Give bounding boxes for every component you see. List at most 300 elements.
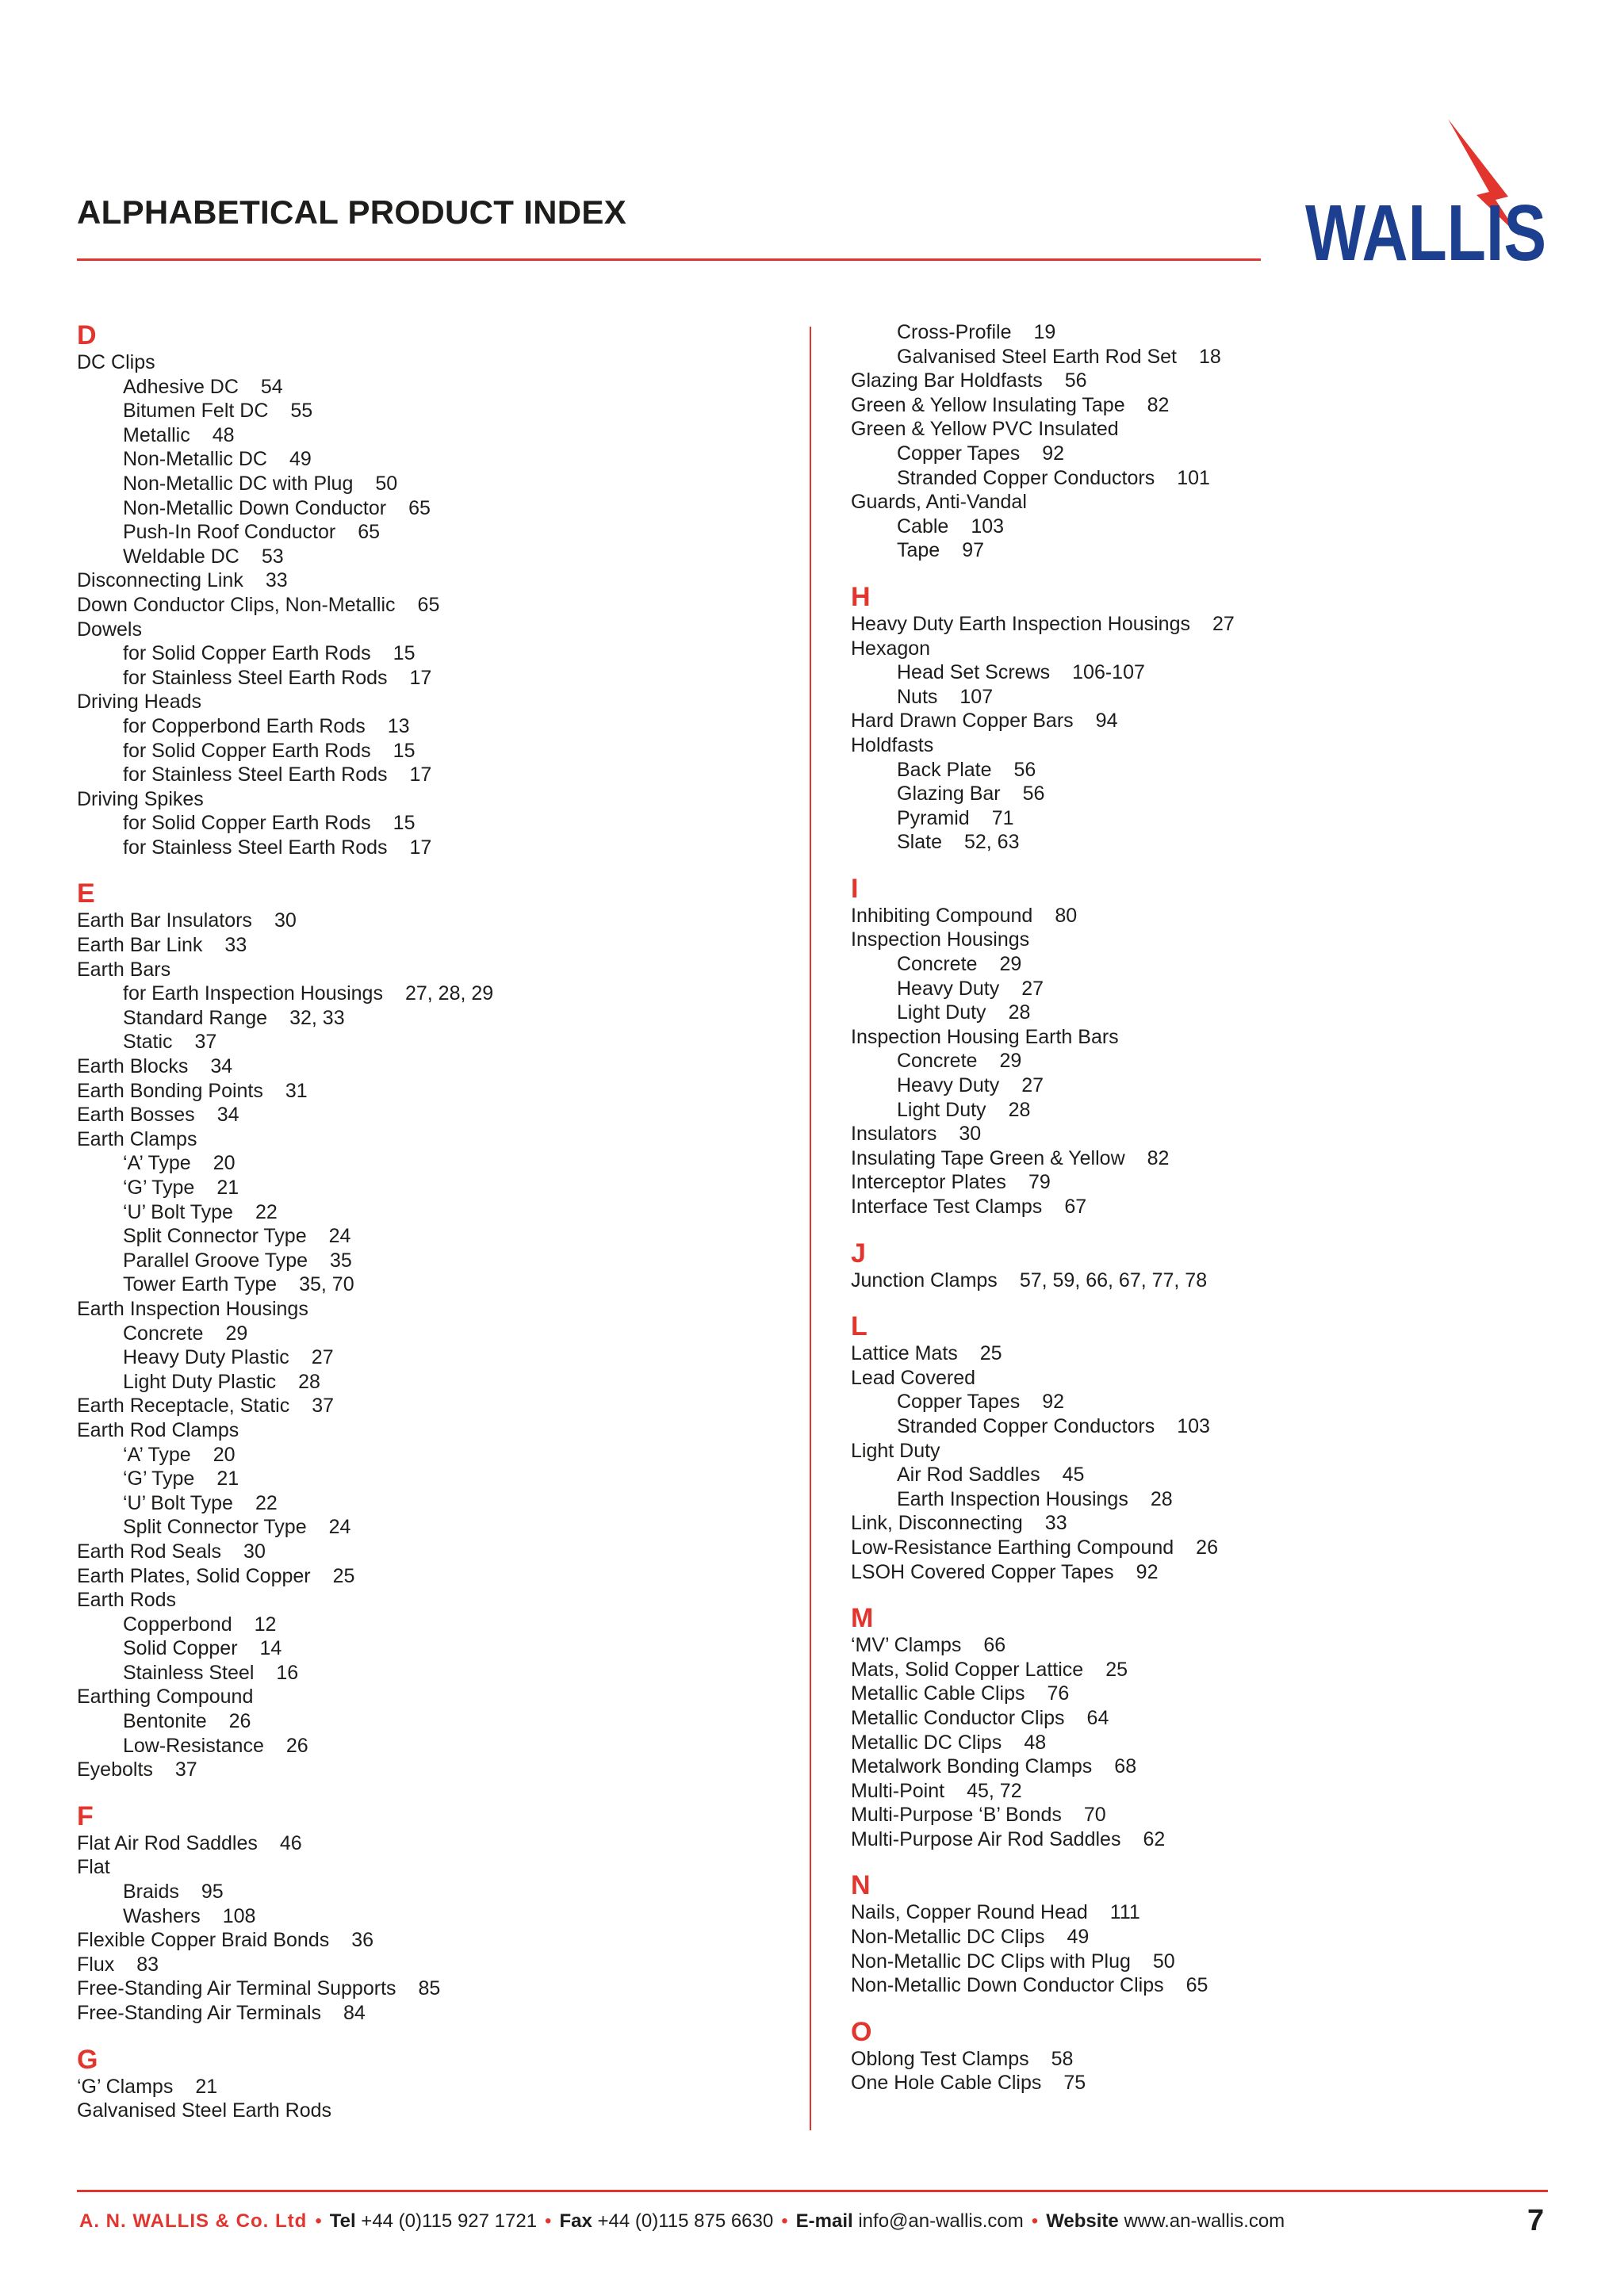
entry-label: ‘G’ Type	[123, 1468, 195, 1490]
index-entry	[77, 1831, 791, 1856]
index-entry	[851, 1195, 1596, 1219]
index-entry	[77, 593, 791, 618]
entry-label: Non-Metallic DC Clips with Plug	[851, 1950, 1131, 1973]
index-entry	[77, 1394, 791, 1418]
entry-page-numbers: 84	[343, 2002, 366, 2024]
entry-page-numbers: 80	[1055, 904, 1078, 927]
entry-page-numbers: 48	[212, 423, 235, 446]
index-entry	[851, 1146, 1596, 1171]
footer-separator: •	[781, 2210, 788, 2232]
index-subentry	[851, 442, 1596, 466]
entry-page-numbers: 65	[408, 496, 431, 519]
entry-page-numbers: 58	[1051, 2047, 1074, 2070]
index-entry	[77, 787, 791, 812]
section-letter: D	[77, 320, 97, 350]
entry-page-numbers: 32, 33	[289, 1006, 345, 1029]
entry-page-numbers: 54	[260, 375, 283, 398]
entry-page-numbers: 83	[136, 1953, 159, 1976]
entry-label: ‘A’ Type	[123, 1443, 191, 1466]
entry-label: for Copperbond Earth Rods	[123, 714, 366, 737]
entry-label: for Stainless Steel Earth Rods	[123, 666, 388, 689]
entry-page-numbers: 30	[274, 909, 297, 932]
index-subentry	[77, 1200, 791, 1225]
entry-label: Low-Resistance	[123, 1734, 264, 1757]
entry-label: Copper Tapes	[897, 1391, 1021, 1414]
entry-page-numbers: 37	[312, 1395, 335, 1418]
entry-label: Metalwork Bonding Clamps	[851, 1755, 1093, 1778]
index-entry	[851, 1536, 1596, 1560]
entry-page-numbers: 17	[409, 763, 432, 786]
index-subentry	[77, 714, 791, 739]
footer-fax: +44 (0)115 875 6630	[597, 2210, 774, 2232]
index-subentry	[77, 641, 791, 666]
entry-label: Tape	[897, 539, 940, 562]
entry-label: Holdfasts	[851, 733, 934, 756]
index-column-left	[77, 320, 791, 2123]
index-subentry	[77, 1613, 791, 1637]
entry-page-numbers: 62	[1143, 1827, 1166, 1850]
section-letter: H	[851, 581, 871, 612]
index-entry	[77, 2075, 791, 2099]
entry-page-numbers: 22	[255, 1200, 278, 1223]
index-entry	[77, 2001, 791, 2026]
entry-label: Free-Standing Air Terminal Supports	[77, 1977, 396, 2000]
entry-label: Mats, Solid Copper Lattice	[851, 1658, 1084, 1681]
index-subentry	[77, 1370, 791, 1395]
entry-label: Lead Covered	[851, 1366, 976, 1389]
entry-label: Driving Spikes	[77, 787, 204, 810]
entry-page-numbers: 57, 59, 66, 67, 77, 78	[1019, 1269, 1208, 1292]
entry-page-numbers: 28	[298, 1370, 320, 1393]
entry-label: DC Clips	[77, 351, 155, 373]
entry-label: Braids	[123, 1881, 179, 1904]
entry-page-numbers: 17	[409, 666, 432, 689]
entry-label: Nails, Copper Round Head	[851, 1901, 1088, 1924]
index-subentry	[77, 1491, 791, 1516]
entry-label: for Stainless Steel Earth Rods	[123, 763, 388, 786]
entry-label: One Hole Cable Clips	[851, 2072, 1042, 2095]
entry-label: Stainless Steel	[123, 1661, 255, 1684]
entry-page-numbers: 29	[999, 953, 1022, 976]
entry-page-numbers: 19	[1033, 321, 1056, 343]
index-entry	[851, 1779, 1596, 1804]
index-subentry	[77, 739, 791, 763]
entry-page-numbers: 14	[259, 1637, 282, 1660]
entry-label: Standard Range	[123, 1006, 268, 1029]
index-entry	[851, 1803, 1596, 1827]
index-entry	[851, 1122, 1596, 1146]
entry-page-numbers: 18	[1198, 345, 1221, 368]
entry-page-numbers: 26	[285, 1734, 308, 1757]
entry-label: Dowels	[77, 618, 142, 641]
entry-label: Multi-Purpose Air Rod Saddles	[851, 1827, 1121, 1850]
entry-page-numbers: 49	[1067, 1926, 1090, 1949]
index-entry	[77, 1953, 791, 1977]
index-entry	[77, 1855, 791, 1880]
index-subentry	[77, 399, 791, 423]
index-entry	[77, 618, 791, 642]
footer-email-link[interactable]: info@an-wallis.com	[858, 2210, 1024, 2232]
entry-page-numbers: 50	[375, 472, 398, 495]
entry-page-numbers: 20	[213, 1443, 236, 1466]
footer-separator: •	[1031, 2210, 1039, 2232]
entry-page-numbers: 35, 70	[299, 1273, 354, 1296]
entry-label: Earth Inspection Housings	[77, 1297, 308, 1320]
entry-page-numbers: 66	[983, 1634, 1006, 1657]
index-entry	[851, 1269, 1596, 1293]
index-entry	[77, 958, 791, 982]
footer-contact	[79, 2210, 1285, 2233]
entry-page-numbers: 106-107	[1072, 661, 1145, 684]
index-entry	[851, 733, 1596, 758]
index-entry	[77, 909, 791, 933]
entry-label: Metallic DC Clips	[851, 1731, 1002, 1754]
entry-page-numbers: 33	[1044, 1512, 1067, 1535]
entry-label: Link, Disconnecting	[851, 1512, 1023, 1535]
footer-website-link[interactable]: www.an-wallis.com	[1124, 2210, 1285, 2232]
entry-label: Stranded Copper Conductors	[897, 1414, 1155, 1437]
index-subentry	[77, 1249, 791, 1273]
entry-page-numbers: 13	[387, 714, 410, 737]
entry-label: Light Duty	[897, 1001, 986, 1024]
entry-page-numbers: 94	[1095, 710, 1118, 733]
index-entry	[851, 1170, 1596, 1195]
entry-label: Pyramid	[897, 806, 970, 829]
entry-label: Earth Receptacle, Static	[77, 1395, 290, 1418]
entry-page-numbers: 33	[265, 569, 288, 592]
index-subentry	[851, 1414, 1596, 1439]
index-entry	[851, 1658, 1596, 1682]
entry-label: Metallic Cable Clips	[851, 1682, 1025, 1705]
entry-label: Glazing Bar Holdfasts	[851, 369, 1043, 392]
footer-company: A. N. WALLIS & Co. Ltd	[79, 2210, 308, 2232]
index-entry	[851, 2071, 1596, 2095]
section-letter: G	[77, 2044, 98, 2075]
page-number: 7	[1527, 2204, 1545, 2237]
index-subentry	[77, 811, 791, 836]
index-entry	[77, 1976, 791, 2001]
entry-label: for Solid Copper Earth Rods	[123, 739, 371, 762]
entry-page-numbers: 33	[224, 934, 247, 957]
index-entry	[851, 1025, 1596, 1050]
entry-label: Green & Yellow PVC Insulated	[851, 418, 1119, 441]
index-subentry	[77, 982, 791, 1006]
entry-label: Concrete	[897, 1050, 978, 1073]
entry-label: Air Rod Saddles	[897, 1464, 1040, 1487]
entry-label: ‘G’ Clamps	[77, 2075, 174, 2098]
index-subentry	[851, 1098, 1596, 1123]
entry-page-numbers: 12	[254, 1613, 277, 1636]
entry-page-numbers: 21	[216, 1468, 239, 1490]
index-entry	[77, 1928, 791, 1953]
entry-label: Down Conductor Clips, Non-Metallic	[77, 593, 396, 616]
entry-page-numbers: 85	[418, 1977, 441, 2000]
index-entry	[77, 1418, 791, 1443]
entry-label: Galvanised Steel Earth Rods	[77, 2099, 332, 2122]
entry-page-numbers: 24	[328, 1516, 351, 1539]
entry-label: for Stainless Steel Earth Rods	[123, 836, 388, 859]
index-subentry	[77, 1709, 791, 1734]
index-entry	[851, 369, 1596, 393]
entry-page-numbers: 27	[1212, 612, 1235, 635]
entry-label: Non-Metallic Down Conductor	[123, 496, 387, 519]
entry-page-numbers: 21	[216, 1177, 239, 1199]
index-entry	[851, 1925, 1596, 1950]
entry-page-numbers: 65	[1185, 1974, 1208, 1997]
entry-label: Earth Clamps	[77, 1127, 197, 1150]
index-subentry	[77, 1443, 791, 1468]
entry-label: Flat	[77, 1856, 110, 1879]
footer-fax-label: Fax	[559, 2210, 592, 2232]
index-entry	[77, 1564, 791, 1589]
index-entry	[77, 933, 791, 958]
entry-label: Solid Copper	[123, 1637, 238, 1660]
entry-page-numbers: 111	[1109, 1901, 1140, 1924]
index-entry	[851, 904, 1596, 928]
entry-page-numbers: 28	[1150, 1487, 1173, 1510]
entry-page-numbers: 65	[417, 593, 440, 616]
entry-label: Earth Bonding Points	[77, 1079, 263, 1102]
entry-label: Inspection Housings	[851, 928, 1030, 951]
index-subentry	[851, 466, 1596, 491]
index-entry	[77, 1103, 791, 1127]
entry-label: Green & Yellow Insulating Tape	[851, 393, 1125, 416]
index-subentry	[851, 320, 1596, 345]
index-entry	[851, 1731, 1596, 1755]
index-subentry	[851, 1390, 1596, 1414]
index-entry	[851, 709, 1596, 733]
index-entry	[77, 690, 791, 714]
index-entry	[851, 1950, 1596, 1974]
index-entry	[851, 1900, 1596, 1925]
index-subentry	[77, 423, 791, 448]
index-entry	[851, 417, 1596, 442]
index-subentry	[77, 1224, 791, 1249]
entry-page-numbers: 24	[328, 1225, 351, 1248]
entry-page-numbers: 56	[1064, 369, 1087, 392]
entry-label: Split Connector Type	[123, 1516, 307, 1539]
index-entry	[77, 1685, 791, 1709]
entry-label: for Earth Inspection Housings	[123, 982, 383, 1005]
entry-page-numbers: 27	[1021, 977, 1044, 1000]
index-entry	[851, 490, 1596, 515]
entry-page-numbers: 29	[225, 1322, 248, 1345]
entry-label: Inhibiting Compound	[851, 904, 1033, 927]
entry-label: Low-Resistance Earthing Compound	[851, 1536, 1174, 1559]
index-entry	[851, 1706, 1596, 1731]
entry-label: Glazing Bar	[897, 783, 1001, 806]
entry-label: Cable	[897, 515, 949, 538]
index-subentry	[77, 1030, 791, 1054]
entry-page-numbers: 108	[222, 1904, 256, 1927]
entry-label: LSOH Covered Copper Tapes	[851, 1560, 1114, 1583]
index-entry	[851, 928, 1596, 952]
entry-label: Free-Standing Air Terminals	[77, 2002, 322, 2024]
entry-label: Light Duty	[897, 1098, 986, 1121]
entry-label: Split Connector Type	[123, 1225, 307, 1248]
entry-label: Parallel Groove Type	[123, 1249, 308, 1272]
index-subentry	[77, 1636, 791, 1661]
entry-page-numbers: 76	[1047, 1682, 1070, 1705]
entry-label: for Solid Copper Earth Rods	[123, 642, 371, 665]
page-title: ALPHABETICAL PRODUCT INDEX	[77, 193, 627, 231]
index-subentry	[851, 1463, 1596, 1487]
entry-page-numbers: 27, 28, 29	[404, 982, 494, 1005]
entry-label: Bentonite	[123, 1710, 207, 1733]
index-subentry	[851, 1049, 1596, 1073]
entry-page-numbers: 82	[1147, 393, 1170, 416]
entry-label: Eyebolts	[77, 1758, 153, 1781]
index-entry	[77, 1758, 791, 1782]
entry-page-numbers: 46	[279, 1831, 302, 1854]
entry-label: Copperbond	[123, 1613, 232, 1636]
entry-page-numbers: 107	[959, 685, 994, 708]
index-subentry	[77, 1734, 791, 1758]
footer-divider	[77, 2190, 1548, 2192]
entry-page-numbers: 75	[1063, 2072, 1086, 2095]
entry-label: Earth Bar Link	[77, 934, 203, 957]
entry-label: Galvanised Steel Earth Rod Set	[897, 345, 1177, 368]
logo-wordmark: WALLIS	[1305, 189, 1546, 277]
entry-page-numbers: 27	[1021, 1074, 1044, 1097]
entry-label: Earth Rods	[77, 1589, 177, 1612]
index-entry	[851, 1755, 1596, 1779]
entry-page-numbers: 82	[1147, 1146, 1170, 1169]
index-subentry	[851, 345, 1596, 369]
index-subentry	[851, 538, 1596, 563]
entry-page-numbers: 26	[228, 1710, 251, 1733]
entry-page-numbers: 92	[1136, 1560, 1159, 1583]
column-divider	[810, 327, 811, 2130]
index-subentry	[77, 1515, 791, 1540]
index-subentry	[77, 1904, 791, 1929]
entry-page-numbers: 34	[216, 1104, 239, 1127]
index-subentry	[77, 1151, 791, 1176]
index-entry	[851, 1341, 1596, 1366]
entry-label: Weldable DC	[123, 545, 239, 568]
entry-label: Nuts	[897, 685, 938, 708]
entry-page-numbers: 56	[1022, 783, 1045, 806]
index-entry	[851, 1560, 1596, 1585]
index-subentry	[77, 763, 791, 787]
entry-label: Guards, Anti-Vandal	[851, 491, 1027, 514]
entry-label: Interceptor Plates	[851, 1171, 1006, 1194]
index-subentry	[77, 1880, 791, 1904]
entry-label: Tower Earth Type	[123, 1273, 278, 1296]
index-entry	[851, 612, 1596, 637]
footer-email-label: E-mail	[795, 2210, 853, 2232]
entry-page-numbers: 37	[174, 1758, 197, 1781]
index-subentry	[77, 1661, 791, 1686]
entry-page-numbers: 101	[1177, 466, 1210, 489]
entry-label: Inspection Housing Earth Bars	[851, 1025, 1119, 1048]
index-entry	[851, 393, 1596, 418]
entry-label: Driving Heads	[77, 691, 202, 714]
index-subentry	[77, 447, 791, 472]
index-subentry	[77, 375, 791, 400]
entry-label: Insulating Tape Green & Yellow	[851, 1146, 1125, 1169]
section-letter: F	[77, 1800, 94, 1831]
entry-page-numbers: 15	[393, 642, 416, 665]
entry-label: Heavy Duty Plastic	[123, 1346, 289, 1369]
entry-label: Non-Metallic Down Conductor Clips	[851, 1974, 1164, 1997]
entry-page-numbers: 30	[243, 1540, 266, 1563]
entry-label: Stranded Copper Conductors	[897, 466, 1155, 489]
entry-label: Hard Drawn Copper Bars	[851, 710, 1074, 733]
index-subentry	[77, 836, 791, 860]
entry-page-numbers: 53	[261, 545, 284, 568]
entry-page-numbers: 25	[332, 1564, 355, 1587]
entry-label: Interface Test Clamps	[851, 1196, 1043, 1218]
entry-page-numbers: 35	[330, 1249, 352, 1272]
entry-label: Slate	[897, 831, 942, 854]
entry-page-numbers: 92	[1042, 442, 1065, 465]
entry-page-numbers: 97	[962, 539, 985, 562]
entry-label: Non-Metallic DC	[123, 448, 267, 471]
index-subentry	[851, 660, 1596, 685]
index-entry	[851, 637, 1596, 661]
entry-label: Flat Air Rod Saddles	[77, 1831, 258, 1854]
entry-page-numbers: 92	[1042, 1391, 1065, 1414]
index-subentry	[77, 496, 791, 521]
entry-label: Lattice Mats	[851, 1342, 958, 1365]
entry-label: Hexagon	[851, 637, 931, 660]
index-subentry	[851, 758, 1596, 783]
entry-label: Earth Inspection Housings	[897, 1487, 1128, 1510]
index-entry	[851, 1973, 1596, 1998]
entry-page-numbers: 103	[971, 515, 1005, 538]
entry-page-numbers: 55	[290, 400, 313, 423]
section-letter: N	[851, 1870, 871, 1901]
entry-page-numbers: 36	[351, 1929, 374, 1952]
entry-label: Non-Metallic DC Clips	[851, 1926, 1045, 1949]
entry-page-numbers: 26	[1196, 1536, 1218, 1559]
entry-label: Heavy Duty	[897, 977, 1000, 1000]
entry-label: Concrete	[897, 953, 978, 976]
index-entry	[77, 568, 791, 593]
index-subentry	[851, 1073, 1596, 1098]
entry-label: Cross-Profile	[897, 321, 1012, 343]
entry-page-numbers: 70	[1083, 1804, 1106, 1827]
entry-label: Junction Clamps	[851, 1269, 998, 1292]
index-entry	[851, 2047, 1596, 2072]
entry-label: Flexible Copper Braid Bonds	[77, 1929, 330, 1952]
index-subentry	[77, 1176, 791, 1200]
section-letter: E	[77, 878, 95, 909]
index-subentry	[851, 1487, 1596, 1512]
index-entry	[77, 1054, 791, 1079]
index-subentry	[851, 952, 1596, 977]
entry-page-numbers: 79	[1028, 1171, 1051, 1194]
index-entry	[851, 1366, 1596, 1391]
index-subentry	[77, 666, 791, 691]
entry-page-numbers: 71	[991, 806, 1014, 829]
index-subentry	[851, 782, 1596, 806]
footer-tel: +44 (0)115 927 1721	[361, 2210, 538, 2232]
entry-label: Earth Bosses	[77, 1104, 195, 1127]
entry-label: Oblong Test Clamps	[851, 2047, 1029, 2070]
entry-label: Back Plate	[897, 758, 992, 781]
footer-tel-label: Tel	[329, 2210, 356, 2232]
index-entry	[851, 1511, 1596, 1536]
index-subentry	[77, 1006, 791, 1031]
index-subentry	[77, 1467, 791, 1491]
entry-page-numbers: 31	[285, 1079, 308, 1102]
entry-page-numbers: 48	[1024, 1731, 1047, 1754]
entry-page-numbers: 28	[1008, 1098, 1031, 1121]
index-subentry	[851, 977, 1596, 1001]
index-subentry	[77, 1322, 791, 1346]
